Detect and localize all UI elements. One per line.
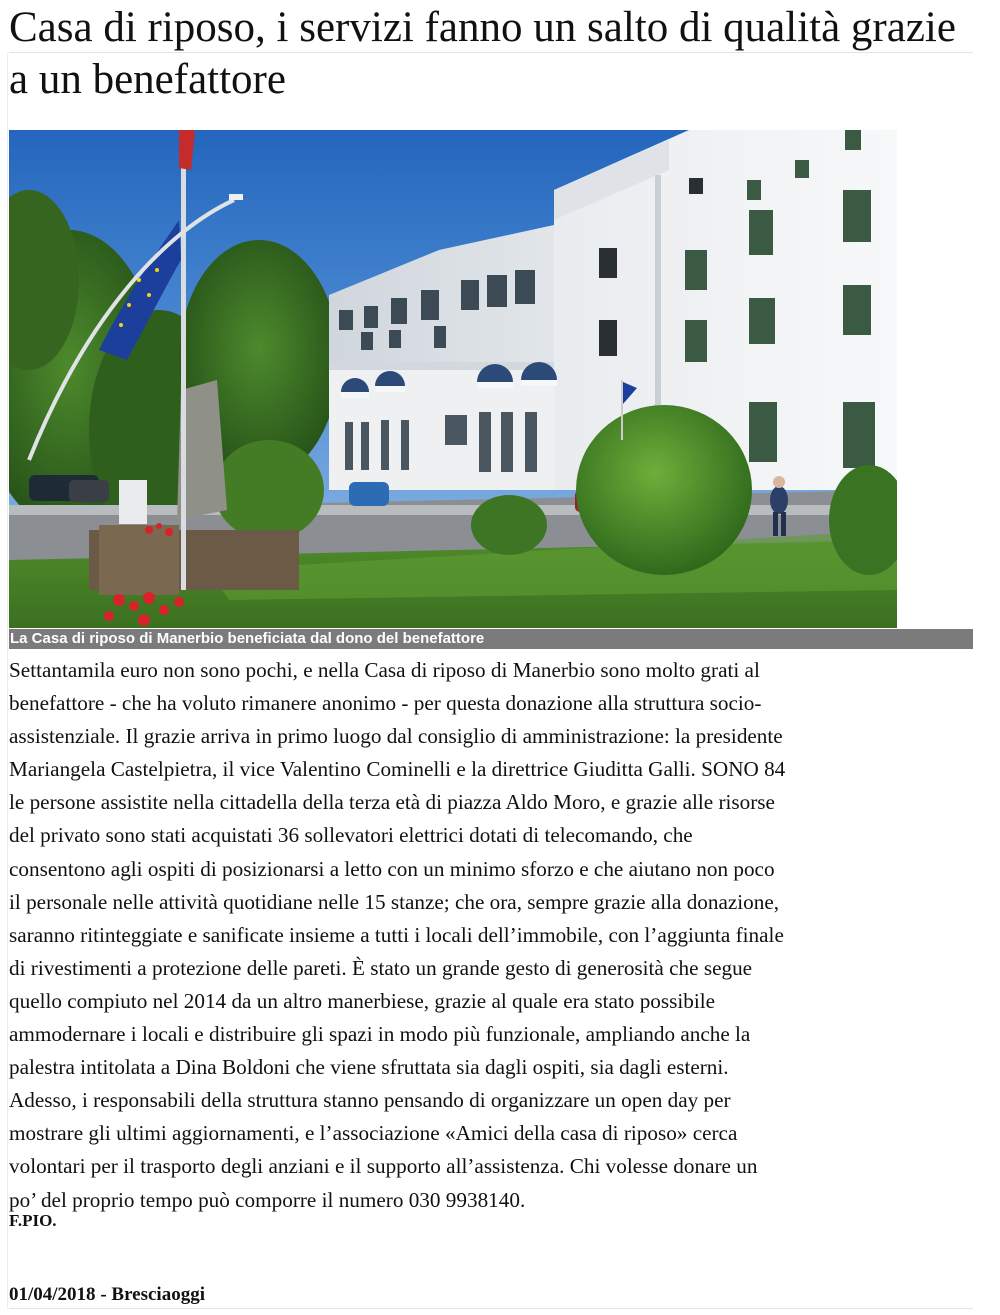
body-line: volontari per il trasporto degli anziani e il supporto all’assistenza. Chi volesse donare un	[9, 1154, 758, 1179]
body-line: consentono agli ospiti di posizionarsi a letto con un minimo sforzo e che aiutano non poco	[9, 856, 775, 881]
publication-source: Bresciaoggi	[111, 1284, 205, 1305]
article-author: F.PIO.	[9, 1211, 57, 1230]
body-line: ammodernare i locali e distribuire gli spazi in modo più funzionale, ampliando anche la	[9, 1022, 751, 1047]
body-line: le persone assistite nella cittadella della terza età di piazza Aldo Moro, e grazie alle risorse	[9, 790, 775, 815]
headline-divider	[9, 52, 973, 53]
body-line: di rivestimenti a protezione delle pareti. È stato un grande gesto di generosità che segue	[9, 955, 753, 980]
body-line: il personale nelle attività quotidiane nelle 15 stanze; che ora, sempre grazie alla donazione,	[9, 889, 780, 914]
photo-caption: La Casa di riposo di Manerbio beneficiata dal dono del benefattore	[9, 629, 973, 649]
body-line: Settantamila euro non sono pochi, e nella Casa di riposo di Manerbio sono molto grati al	[9, 658, 760, 682]
article-page	[9, 0, 973, 1315]
body-line: saranno ritinteggiate e sanificate insieme a tutti i locali dell’immobile, con l’aggiunta finale	[9, 922, 784, 947]
body-line: assistenziale. Il grazie arriva in primo luogo dal consiglio di amministrazione: la presidente	[9, 724, 783, 749]
footer-divider	[9, 1308, 973, 1309]
publication-date: 01/04/2018	[9, 1284, 96, 1305]
article-photo	[9, 130, 897, 628]
body-line: mostrare gli ultimi aggiornamenti, e l’associazione «Amici della casa di riposo» cerca	[9, 1121, 738, 1146]
footer-separator: -	[95, 1284, 112, 1305]
body-line: quello compiuto nel 2014 da un altro manerbiese, grazie al quale era stato possibile	[9, 988, 716, 1013]
article-footer	[9, 1283, 205, 1307]
photo-nursing-home-building-icon	[9, 130, 897, 628]
body-line: palestra intitolata a Dina Boldoni che viene sfruttata sia dagli ospiti, sia dagli esterni.	[9, 1055, 729, 1080]
article-body	[9, 654, 973, 1217]
body-line: Adesso, i responsabili della struttura stanno pensando di organizzare un open day per	[9, 1088, 731, 1113]
article-headline: Casa di riposo, i servizi fanno un salto di qualità grazie a un benefattore	[9, 4, 956, 103]
body-line: benefattore - che ha voluto rimanere anonimo - per questa donazione alla struttura socio-	[9, 691, 762, 716]
body-line: po’ del proprio tempo può comporre il numero 030 9938140.	[9, 1187, 526, 1212]
body-line: Mariangela Castelpietra, il vice Valentino Cominelli e la direttrice Giuditta Galli. SONO 84	[9, 757, 786, 782]
left-margin-rule	[7, 53, 8, 1308]
body-line: del privato sono stati acquistati 36 sollevatori elettrici dotati di telecomando, che	[9, 823, 693, 848]
